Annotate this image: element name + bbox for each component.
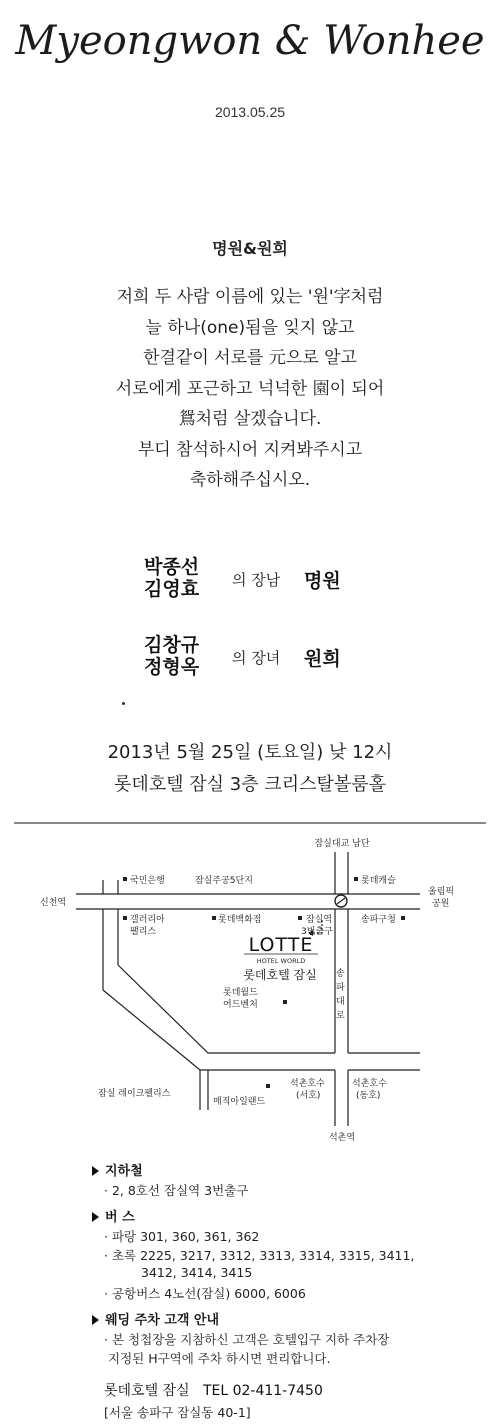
label-bridge: 잠실대교 남단 xyxy=(314,839,370,849)
label-olympic: 올림픽 xyxy=(428,887,455,897)
label-songpa-ro-2: 파 xyxy=(336,983,345,993)
label-seokchon-west: 석촌호수 xyxy=(290,1079,325,1089)
label-adventure: 어드벤처 xyxy=(223,1000,258,1010)
event-venue: 롯데호텔 잠실 3층 크리스탈볼룸홀 xyxy=(113,774,387,795)
bride-mother: 정형옥 xyxy=(144,656,200,678)
parking-info: · 본 청첩장을 지참하신 고객은 호텔입구 지하 주차장 xyxy=(104,1332,390,1347)
bride-parents xyxy=(144,634,199,678)
label-songpa-ro-3: 대 xyxy=(336,997,345,1007)
hotel-contact: 롯데호텔 잠실 TEL 02-411-7450 xyxy=(104,1383,323,1399)
subway-info: · 2, 8호선 잠실역 3번출구 xyxy=(104,1183,249,1198)
label-songpa-office: 송파구청 xyxy=(361,915,396,925)
arrow-icon xyxy=(92,1212,99,1222)
dot-mark xyxy=(122,702,125,705)
invitation-heading: 명원&원희 xyxy=(212,239,288,258)
bus-green: · 초록 2225, 3217, 3312, 3313, 3314, 3315, 3411, xyxy=(104,1248,415,1263)
label-songpa-ro-4: 로 xyxy=(336,1011,345,1021)
label-jugong: 잠실주공5단지 xyxy=(195,876,253,886)
label-seokchon-east: 석촌호수 xyxy=(352,1079,387,1089)
message-line: 서로에게 포근하고 넉넉한 園이 되어 xyxy=(115,378,385,399)
message-line: 한결같이 서로를 元으로 알고 xyxy=(143,348,357,368)
wedding-date: 2013.05.25 xyxy=(214,104,286,120)
event-datetime: 2013년 5월 25일 (토요일) 낮 12시 xyxy=(107,742,393,763)
groom-relation: 의 장남 xyxy=(232,571,281,589)
label-kookmin: 국민은행 xyxy=(130,876,165,886)
bus-blue: · 파랑 301, 360, 361, 362 xyxy=(104,1229,260,1244)
parking-info-cont: 지정된 H구역에 주차 하시면 편리합니다. xyxy=(108,1351,331,1366)
bus-airport: · 공항버스 4노선(잠실) 6000, 6006 xyxy=(104,1286,306,1301)
section-divider xyxy=(14,822,486,824)
message-line: 축하해주십시오. xyxy=(189,470,311,490)
label-olympic-park: 공원 xyxy=(432,899,450,909)
message-line: 저희 두 사람 이름에 있는 '원'字처럼 xyxy=(116,287,384,307)
bus-title: 버 스 xyxy=(92,1206,135,1225)
parking-title: 웨딩 주차 고객 안내 xyxy=(92,1309,219,1328)
subway-title: 지하철 xyxy=(92,1160,143,1179)
bride-name: 원희 xyxy=(304,648,341,670)
label-lotte-world: 롯데월드 xyxy=(223,988,258,998)
message-line: 부디 참석하시어 지켜봐주시고 xyxy=(137,439,363,460)
message-line: 鴛처럼 살겠습니다. xyxy=(178,409,322,429)
location-map xyxy=(0,830,500,1150)
label-magic-island: 매직아일랜드 xyxy=(213,1097,266,1107)
bride-relation: 의 장녀 xyxy=(232,649,281,667)
arrow-icon xyxy=(92,1315,99,1325)
groom-parents xyxy=(144,556,199,600)
hotel-address: [서울 송파구 잠실동 40-1] xyxy=(104,1405,251,1420)
bride-father: 김창규 xyxy=(144,634,200,656)
message-line: 늘 하나(one)됨을 잊지 않고 xyxy=(145,317,355,338)
label-lotte-hotel: 롯데호텔 잠실 xyxy=(243,968,317,982)
label-exit-3: 3번출구 xyxy=(301,927,333,937)
label-seokchon-east-sub: (동호) xyxy=(356,1091,381,1101)
label-songpa-ro-1: 송 xyxy=(336,969,345,979)
label-seokchon-station: 석촌역 xyxy=(328,1133,356,1143)
groom-name: 명원 xyxy=(304,570,341,592)
label-lotte-castle: 롯데캐슬 xyxy=(361,876,396,886)
bus-green-cont: 3412, 3414, 3415 xyxy=(141,1265,253,1280)
arrow-icon xyxy=(92,1166,99,1176)
groom-mother: 김영효 xyxy=(144,578,200,600)
label-seokchon-west-sub: (서호) xyxy=(296,1091,321,1101)
label-lotte-dept: 롯데백화점 xyxy=(218,915,262,925)
groom-father: 박종선 xyxy=(144,556,200,578)
lotte-logo: LOTTE xyxy=(248,934,314,956)
invitation-message xyxy=(0,282,500,496)
couple-names-title: Myeongwon & Wonhee xyxy=(15,18,485,64)
label-jamsil-station: 잠실역 xyxy=(306,915,333,925)
label-lake-palace: 잠실 레이크펠리스 xyxy=(98,1089,171,1099)
label-palace: 팰리스 xyxy=(130,927,157,937)
hotel-world-text: HOTEL WORLD xyxy=(256,957,306,965)
label-sincheon: 신천역 xyxy=(40,898,67,908)
label-galleria: 갤러리아 xyxy=(130,915,165,925)
